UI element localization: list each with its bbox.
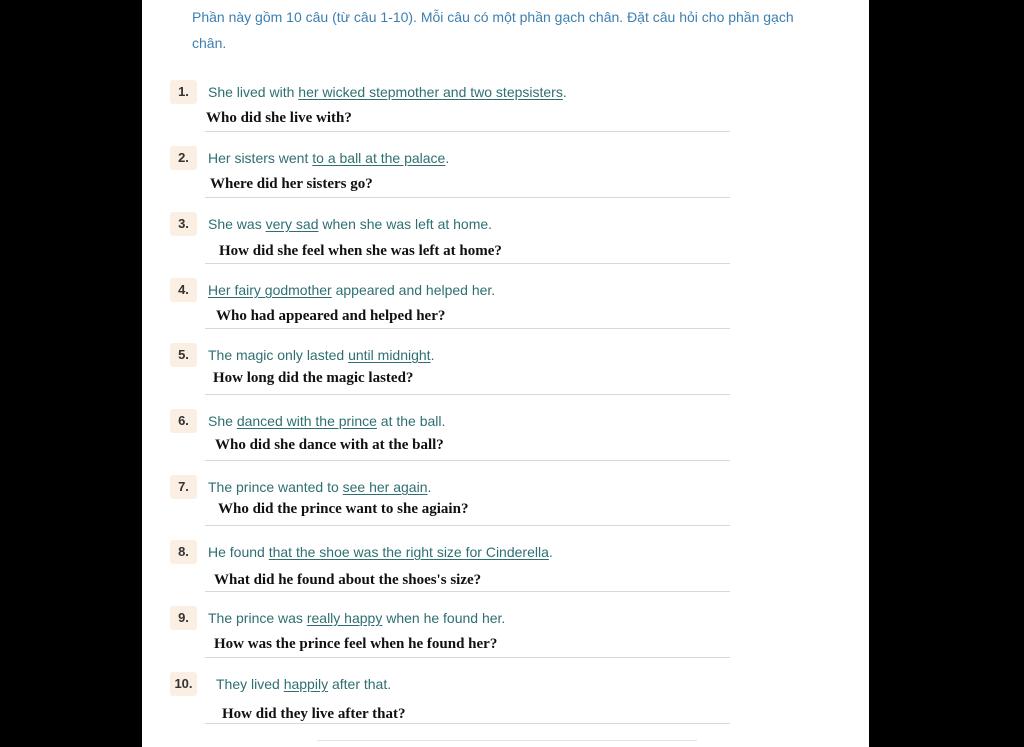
answer-line xyxy=(205,591,730,592)
sentence-post: . xyxy=(427,479,432,495)
question-item-4 xyxy=(170,278,735,338)
question-sentence xyxy=(208,475,431,499)
question-item-10 xyxy=(170,672,735,732)
sentence-underlined: her wicked stepmother and two stepsisters xyxy=(298,84,563,100)
answer-line xyxy=(205,723,730,724)
bottom-divider xyxy=(317,740,697,741)
question-sentence xyxy=(208,409,445,433)
sentence-post: . xyxy=(562,84,567,100)
sentence-post: . xyxy=(430,347,435,363)
question-item-9 xyxy=(170,606,735,666)
handwritten-answer: Who had appeared and helped her? xyxy=(216,308,446,324)
answer-line xyxy=(205,263,730,264)
question-item-7 xyxy=(170,475,735,535)
sentence-pre: He found xyxy=(208,544,269,560)
sentence-pre: The prince was xyxy=(208,610,307,626)
sentence-underlined: happily xyxy=(283,676,329,692)
sentence-pre: She xyxy=(208,413,237,429)
question-number: 4. xyxy=(170,278,197,302)
question-sentence xyxy=(208,278,495,302)
sentence-post: appeared and helped her. xyxy=(331,282,496,298)
answer-line xyxy=(205,525,730,526)
sentence-underlined: really happy xyxy=(306,610,383,626)
sentence-post: at the ball. xyxy=(376,413,446,429)
answer-line xyxy=(205,657,730,658)
question-item-5 xyxy=(170,343,735,403)
question-sentence xyxy=(208,606,505,630)
handwritten-answer: How long did the magic lasted? xyxy=(213,370,414,386)
question-number: 6. xyxy=(170,409,197,433)
sentence-pre: Her sisters went xyxy=(208,150,313,166)
question-item-8 xyxy=(170,540,735,600)
question-number: 9. xyxy=(170,606,197,630)
answer-line xyxy=(205,394,730,395)
answer-line xyxy=(205,197,730,198)
sentence-underlined: very sad xyxy=(265,216,319,232)
handwritten-answer: Who did she live with? xyxy=(206,110,352,126)
sentence-post: when he found her. xyxy=(382,610,506,626)
handwritten-answer: What did he found about the shoes's size? xyxy=(214,572,482,588)
answer-line xyxy=(205,460,730,461)
question-sentence xyxy=(208,343,434,367)
answer-line xyxy=(205,328,730,329)
sentence-pre: They lived xyxy=(216,676,284,692)
question-sentence xyxy=(208,80,567,104)
handwritten-answer: Who did she dance with at the ball? xyxy=(215,437,444,453)
question-number: 3. xyxy=(170,212,197,236)
handwritten-answer: How was the prince feel when he found her? xyxy=(214,636,498,652)
sentence-pre: The magic only lasted xyxy=(208,347,349,363)
sentence-underlined: that the shoe was the right size for Cinderella xyxy=(268,544,549,560)
sentence-post: when she was left at home. xyxy=(318,216,493,232)
question-number: 1. xyxy=(170,80,197,104)
question-item-1 xyxy=(170,80,735,140)
question-item-3 xyxy=(170,212,735,272)
instructions-text: Phần này gồm 10 câu (từ câu 1-10). Mỗi câu có một phần gạch chân. Đặt câu hỏi cho phần gạch chân. xyxy=(192,9,794,51)
question-sentence xyxy=(208,540,553,564)
worksheet-page xyxy=(142,0,869,747)
question-number: 10. xyxy=(170,672,197,696)
handwritten-answer: How did they live after that? xyxy=(222,706,406,722)
question-item-6 xyxy=(170,409,735,469)
question-number: 5. xyxy=(170,343,197,367)
question-number: 7. xyxy=(170,475,197,499)
handwritten-answer: How did she feel when she was left at home? xyxy=(219,243,502,259)
sentence-underlined: danced with the prince xyxy=(236,413,377,429)
sentence-pre: The prince wanted to xyxy=(208,479,343,495)
sentence-post: . xyxy=(548,544,553,560)
question-sentence xyxy=(208,212,492,236)
sentence-post: . xyxy=(445,150,450,166)
sentence-underlined: until midnight xyxy=(348,347,431,363)
handwritten-answer: Who did the prince want to she agiain? xyxy=(218,501,469,517)
answer-line xyxy=(205,131,730,132)
question-sentence xyxy=(216,672,391,696)
sentence-pre: She was xyxy=(208,216,266,232)
sentence-underlined: to a ball at the palace xyxy=(312,150,446,166)
sentence-underlined: Her fairy godmother xyxy=(208,282,332,298)
handwritten-answer: Where did her sisters go? xyxy=(210,176,373,192)
sentence-post: after that. xyxy=(328,676,392,692)
question-number: 8. xyxy=(170,540,197,564)
question-sentence xyxy=(208,146,449,170)
question-number: 2. xyxy=(170,146,197,170)
sentence-underlined: see her again xyxy=(342,479,428,495)
question-item-2 xyxy=(170,146,735,206)
sentence-pre: She lived with xyxy=(208,84,299,100)
